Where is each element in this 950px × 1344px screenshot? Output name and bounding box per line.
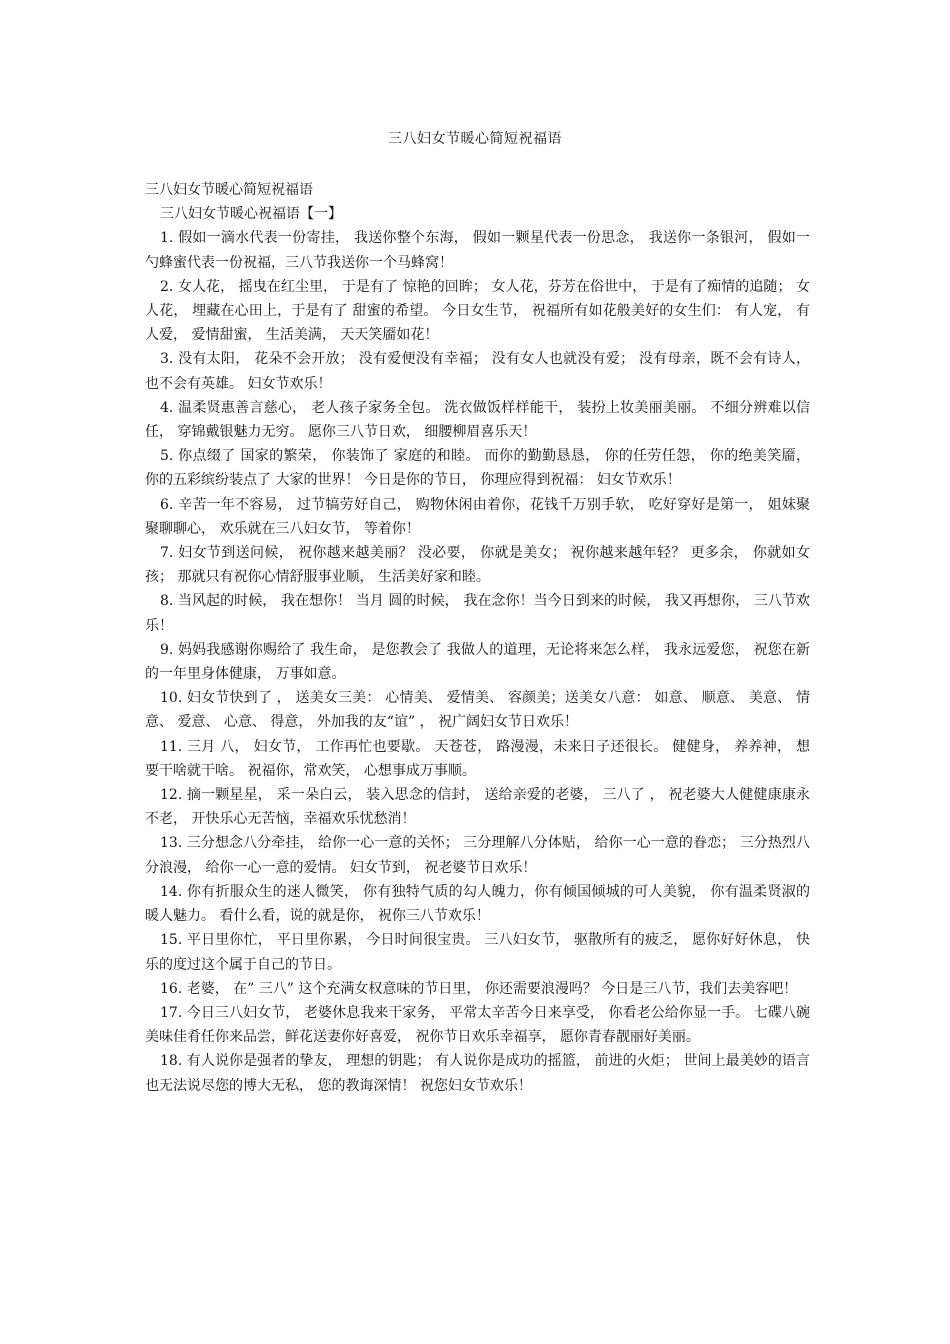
list-item: 1. 假如一滴水代表一份寄挂， 我送你整个东海， 假如一颗星代表一份思念， 我送你一条银河， 假如一勺蜂蜜代表一份祝福，三八节我送你一个马蜂窝！ (145, 230, 810, 271)
section-title: 三八妇女节暖心祝福语【一】 (160, 206, 342, 223)
list-item: 11. 三月 八， 妇女节， 工作再忙也要歇。 天苍苍， 路漫漫，未来日子还很长。 健健身， 养养神， 想要干啥就干啥。 祝福你，常欢笑， 心想事成万事顺。 (145, 738, 810, 779)
list-item: 7. 妇女节到送问候， 祝你越来越美丽？ 没必要， 你就是美女； 祝你越来越年轻？ 更多余， 你就如女孩； 那就只有祝你心情舒服事业顺， 生活美好家和睦。 (145, 545, 810, 586)
document-subtitle: 三八妇女节暖心简短祝福语 (145, 182, 313, 198)
document-body (145, 178, 810, 1098)
list-item: 2. 女人花， 摇曳在红尘里， 于是有了 惊艳的回眸； 女人花，芬芳在俗世中， 于是有了痴情的追随； 女人花， 埋藏在心田上，于是有了 甜蜜的希望。 今日女生节， 祝福所有如花般美好的女生们： 有人宠， 有人爱， 爱情甜蜜， 生活美满， 天天笑靥如花！ (145, 278, 810, 344)
list-item: 9. 妈妈我感谢你赐给了 我生命， 是您教会了 我做人的道理，无论将来怎么样， 我永远爱您， 祝您在新的一年里身体健康， 万事如意。 (145, 641, 810, 683)
list-item: 17. 今日三八妇女节， 老婆休息我来干家务， 平常太辛苦今日来享受， 你看老公给你显一手。 七碟八碗美味佳肴任你来品尝，鲜花送妻你好喜爱， 祝你节日欢乐幸福享， 愿你青春靓丽好美丽。 (145, 1004, 810, 1046)
list-item: 5. 你点缀了 国家的繁荣， 你装饰了 家庭的和睦。 而你的勤勤恳恳， 你的任劳任怨， 你的绝美笑靥， 你的五彩缤纷装点了 大家的世界！ 今日是你的节日， 你理应得到祝福： 妇女节欢乐！ (145, 448, 810, 489)
list-item: 12. 摘一颗星星， 采一朵白云， 装入思念的信封， 送给亲爱的老婆， 三八了 ， 祝老婆大人健健康康永不老， 开快乐心无苦恼，幸福欢乐忧愁消！ (145, 787, 810, 828)
document-title: 三八妇女节暖心简短祝福语 (388, 131, 562, 147)
list-item: 14. 你有折服众生的迷人微笑， 你有独特气质的勾人魄力，你有倾国倾城的可人美貌， 你有温柔贤淑的暖人魅力。 看什么看，说的就是你， 祝你三八节欢乐！ (145, 883, 810, 925)
list-item: 15. 平日里你忙， 平日里你累， 今日时间很宝贵。 三八妇女节， 驱散所有的疲乏， 愿你好好休息， 快乐的度过这个属于自己的节日。 (145, 932, 810, 973)
list-item: 6. 辛苦一年不容易， 过节犒劳好自己， 购物休闲由着你，花钱千万别手软， 吃好穿好是第一， 姐妹聚聚聊聊心， 欢乐就在三八妇女节， 等着你！ (145, 496, 810, 537)
list-item: 3. 没有太阳， 花朵不会开放； 没有爱便没有幸福； 没有女人也就没有爱； 没有母亲，既不会有诗人， 也不会有英雄。 妇女节欢乐！ (145, 351, 810, 392)
list-item: 16. 老婆， 在” 三八” 这个充满女权意味的节日里， 你还需要浪漫吗？ 今日是三八节，我们去美容吧！ (160, 980, 798, 997)
list-item: 4. 温柔贤惠善言慈心， 老人孩子家务全包。 洗衣做饭样样能干， 装扮上妆美丽美丽。 不细分辨难以信任， 穿锦戴银魅力无穷。 愿你三八节日欢， 细腰柳眉喜乐天！ (145, 399, 810, 441)
list-item: 10. 妇女节快到了 ， 送美女三美： 心情美、 爱情美、 容颜美；送美女八意： 如意、 顺意、 美意、 情意、 爱意、 心意、 得意， 外加我的友“谊” ， 祝广阔妇女节日欢乐！ (145, 690, 810, 731)
list-item: 8. 当风起的时候， 我在想你！ 当月 圆的时候， 我在念你！当今日到来的时候， 我又再想你， 三八节欢乐！ (145, 593, 810, 634)
list-item: 13. 三分想念八分牵挂， 给你一心一意的关怀； 三分理解八分体贴， 给你一心一意的眷恋； 三分热烈八分浪漫， 给你一心一意的爱情。 妇女节到， 祝老婆节日欢乐！ (145, 835, 810, 876)
list-item: 18. 有人说你是强者的挚友， 理想的钥匙； 有人说你是成功的摇篮， 前进的火炬； 世间上最美妙的语言也无法说尽您的博大无私， 您的教诲深情！ 祝您妇女节欢乐！ (145, 1053, 810, 1094)
